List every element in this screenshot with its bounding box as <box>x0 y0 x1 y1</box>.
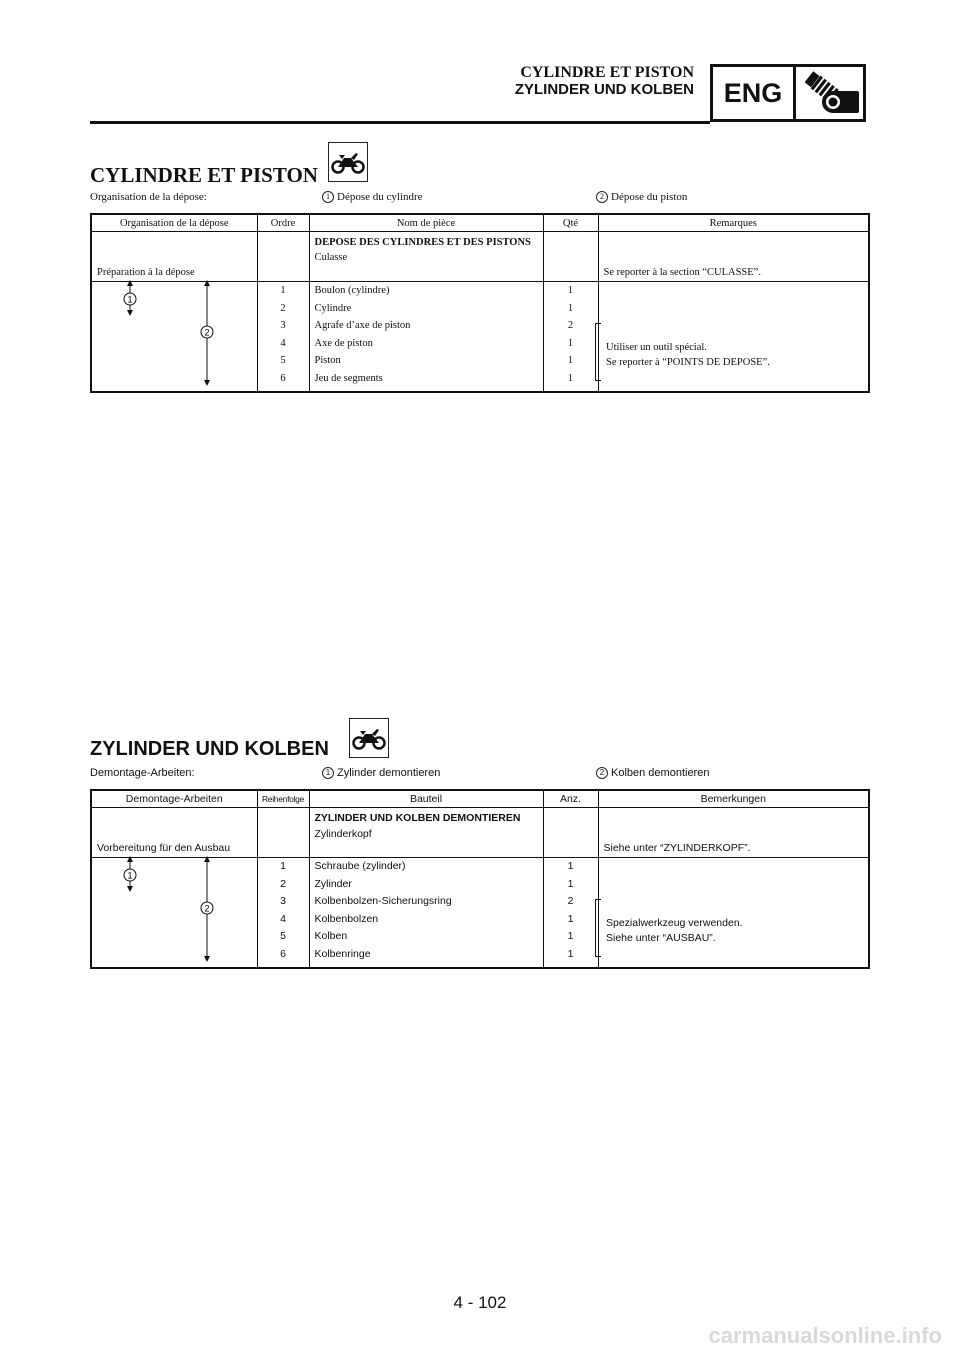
table-header <box>91 790 869 808</box>
flow-arrows-de <box>115 855 225 965</box>
col-header: Bemerkungen <box>598 790 869 808</box>
table-row: 5 Kolben 1 <box>91 928 869 946</box>
removal-org-2-label: Kolben demontieren <box>611 767 710 779</box>
table-row: 4 Axe de piston 1 <box>91 335 869 353</box>
table-row: 4 Kolbenbolzen 1 <box>91 911 869 929</box>
remark-bracket <box>595 899 601 957</box>
procedure-heading: DEPOSE DES CYLINDRES ET DES PISTONS <box>314 237 531 248</box>
removal-org-2 <box>596 767 709 779</box>
table-row: 5 Piston 1 <box>91 352 869 370</box>
remark-group-de <box>606 916 743 946</box>
running-header-de: ZYLINDER UND KOLBEN <box>514 81 694 98</box>
prep-label: Préparation à la dépose <box>91 232 257 282</box>
table-row: 6 Kolbenringe 1 <box>91 946 869 968</box>
removal-org-2 <box>596 191 687 203</box>
removal-org-2-label: Dépose du piston <box>611 191 688 203</box>
prep-part: Culasse <box>314 252 348 263</box>
flow-marker-2-label: 2 <box>204 903 210 914</box>
removal-org-1 <box>322 191 423 203</box>
col-header: Bauteil <box>309 790 543 808</box>
section-title-fr: CYLINDRE ET PISTON <box>90 163 318 187</box>
page-number: 4 - 102 <box>453 1293 507 1312</box>
removal-org-label: Organisation de la dépose: <box>90 191 207 203</box>
step-marker-2: 2 <box>596 767 608 779</box>
remark-bracket <box>595 323 601 381</box>
table-row: 1 Boulon (cylindre) 1 <box>91 282 869 300</box>
section-badge <box>710 64 866 122</box>
prep-label: Vorbereitung für den Ausbau <box>91 808 257 858</box>
table-header <box>91 214 869 232</box>
remark-line-1: Utiliser un outil spécial. <box>606 342 707 353</box>
header-rule <box>90 121 710 124</box>
removal-org-1 <box>322 767 440 779</box>
table-row: 1 Schraube (zylinder) 1 <box>91 858 869 876</box>
prep-remark: Siehe unter “ZYLINDERKOPF”. <box>598 808 869 858</box>
motorcycle-icon <box>328 142 368 182</box>
remark-line-2: Se reporter à “POINTS DE DEPOSE”. <box>606 357 770 368</box>
table-row <box>91 808 869 858</box>
remark-line-2: Siehe unter “AUSBAU”. <box>606 932 716 944</box>
badge-label: ENG <box>713 67 796 119</box>
removal-org-label: Demontage-Arbeiten: <box>90 767 195 779</box>
flow-arrows-fr <box>115 279 225 389</box>
flow-marker-2-label: 2 <box>204 327 210 338</box>
col-header: Demontage-Arbeiten <box>91 790 257 808</box>
col-header: Nom de pièce <box>309 214 543 232</box>
table-row: 3 Agrafe d’axe de piston 2 <box>91 317 869 335</box>
watermark: carmanualsonline.info <box>708 1323 942 1348</box>
engine-bolt-icon <box>799 71 863 122</box>
table-row: 2 Cylindre 1 <box>91 300 869 318</box>
col-header: Remarques <box>598 214 869 232</box>
remark-group-fr <box>606 340 770 370</box>
step-marker-2: 2 <box>596 191 608 203</box>
prep-remark: Se reporter à la section “CULASSE”. <box>598 232 869 282</box>
table-row: 3 Kolbenbolzen-Sicherungsring 2 <box>91 893 869 911</box>
col-header: Reihenfolge <box>257 790 309 808</box>
col-header: Qté <box>543 214 598 232</box>
table-row: 6 Jeu de segments 1 <box>91 370 869 392</box>
section-title-de: ZYLINDER UND KOLBEN <box>90 738 329 760</box>
motorcycle-icon <box>349 718 389 758</box>
flow-marker-1-label: 1 <box>127 294 133 305</box>
col-header: Anz. <box>543 790 598 808</box>
table-row: 2 Zylinder 1 <box>91 876 869 894</box>
removal-org-1-label: Dépose du cylindre <box>337 191 423 203</box>
remark-line-1: Spezialwerkzeug verwenden. <box>606 917 743 929</box>
running-header <box>515 64 694 98</box>
running-header-fr: CYLINDRE ET PISTON <box>520 64 694 81</box>
removal-org-1-label: Zylinder demontieren <box>337 767 441 779</box>
table-row <box>91 232 869 282</box>
col-header: Organisation de la dépose <box>91 214 257 232</box>
col-header: Ordre <box>257 214 309 232</box>
step-marker-1: 1 <box>322 191 334 203</box>
flow-marker-1-label: 1 <box>127 870 133 881</box>
prep-part: Zylinderkopf <box>314 828 372 840</box>
procedure-heading: ZYLINDER UND KOLBEN DEMONTIEREN <box>314 812 521 824</box>
step-marker-1: 1 <box>322 767 334 779</box>
